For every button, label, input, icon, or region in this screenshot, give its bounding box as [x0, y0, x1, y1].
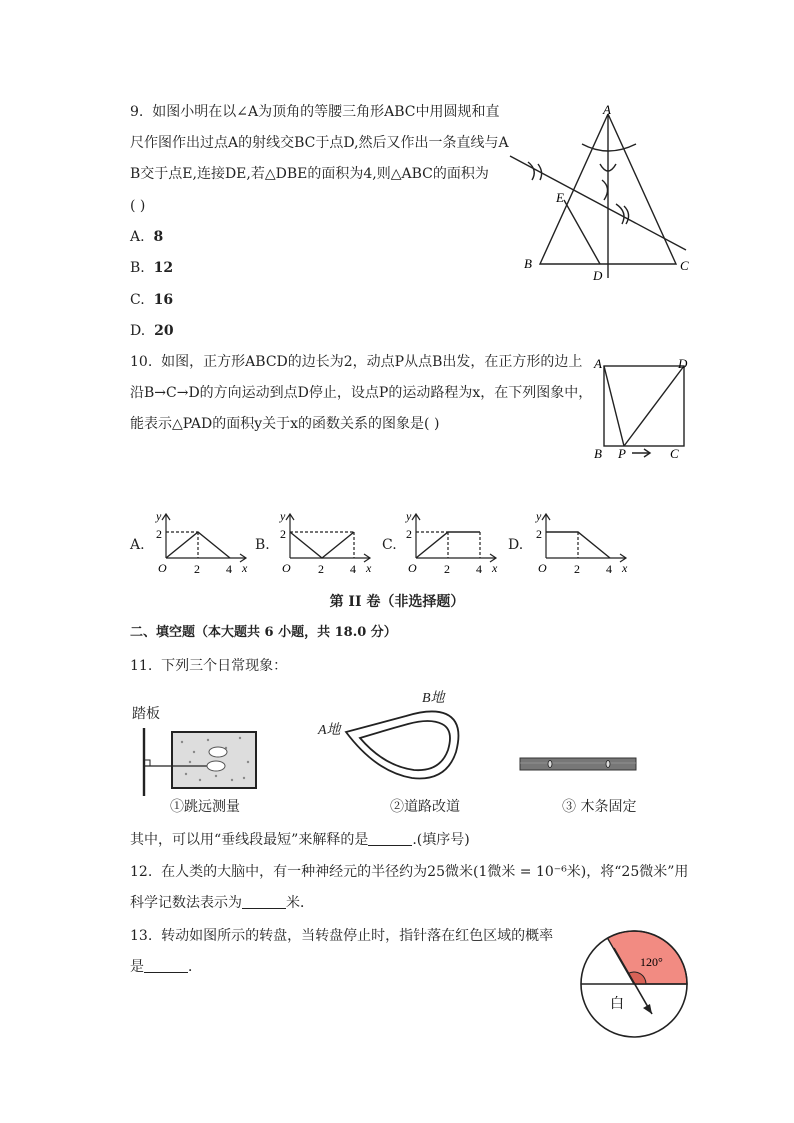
label-d: D [593, 268, 603, 283]
label-d: D [678, 356, 688, 371]
q9-line-2: 尺作图作出过点A的射线交BC于点D,然后又作出一条直线与A [130, 135, 509, 151]
svg-text:y: y [280, 509, 286, 523]
q9-line-4: ( ) [130, 198, 146, 214]
angle-label: 120° [640, 955, 663, 969]
svg-text:y: y [536, 509, 542, 523]
graph-d-label[interactable]: D. [508, 537, 524, 553]
q12-line-2: 科学记数法表示为 米． [130, 895, 314, 911]
graph-b[interactable] [266, 506, 386, 578]
q11-caption-2: ②道路改道 [390, 799, 460, 815]
svg-text:2: 2 [156, 527, 162, 541]
q11-road-figure [336, 702, 472, 786]
q11-pedal-label: 踏板 [132, 706, 160, 722]
q11-stem: 11. 下列三个日常现象： [130, 658, 288, 674]
q10-line-2: 沿B→C→D的方向运动到点D停止，设点P的运动路程为x，在下列图象中， [130, 385, 593, 401]
graph-d[interactable] [522, 506, 642, 578]
q9-option-c[interactable]: C. 16 [130, 292, 174, 308]
svg-text:O: O [408, 561, 417, 575]
label-b: B [594, 446, 602, 461]
svg-text:O: O [282, 561, 291, 575]
square-abcd [604, 366, 684, 446]
graph-a-label[interactable]: A. [130, 537, 145, 553]
line-through-e [510, 156, 686, 250]
svg-text:4: 4 [606, 562, 612, 576]
arc-top [582, 144, 636, 151]
q9-option-b[interactable]: B. 12 [130, 260, 174, 276]
q10-graph-options [128, 506, 648, 578]
white-label: 白 [610, 997, 624, 1012]
svg-text:O: O [538, 561, 547, 575]
svg-text:2: 2 [280, 527, 286, 541]
label-a: A [603, 102, 611, 117]
svg-text:O: O [158, 561, 167, 575]
segment-pa [604, 366, 624, 446]
q10-square-figure [588, 352, 704, 464]
label-p: P [618, 446, 626, 461]
q9-option-d[interactable]: D. 20 [130, 323, 174, 339]
q11-b-label: B地 [422, 691, 445, 706]
svg-text:x: x [622, 561, 628, 575]
q11-answer-blank[interactable] [368, 831, 412, 846]
q13-answer-blank[interactable] [144, 958, 188, 973]
svg-text:y: y [156, 509, 162, 523]
q12-line-1: 12. 在人类的大脑中，有一种神经元的半径约为25微米(1微米 = 10⁻⁶米)，将“25微米”用 [130, 864, 689, 880]
segment-de [564, 200, 600, 264]
svg-text:4: 4 [226, 562, 232, 576]
q13-line-1: 13. 转动如图所示的转盘，当转盘停止时，指针落在红色区域的概率 [130, 928, 554, 944]
section-subtitle: 二、填空题（本大题共 6 小题，共 18.0 分） [130, 625, 397, 640]
label-c: C [670, 446, 679, 461]
svg-text:y: y [406, 509, 412, 523]
graph-b-label[interactable]: B. [255, 537, 270, 553]
q9-line-3: B交于点E,连接DE,若△DBE的面积为4,则△ABC的面积为 [130, 166, 489, 182]
svg-text:2: 2 [406, 527, 412, 541]
arc-right [602, 180, 608, 200]
q9-option-a[interactable]: A. 8 [130, 229, 164, 245]
q11-answer-line: 其中，可以用“垂线段最短”来解释的是 .(填序号) [130, 832, 470, 848]
q11-a-label: A地 [318, 723, 341, 738]
graph-c-label[interactable]: C. [382, 537, 397, 553]
svg-text:2: 2 [574, 562, 580, 576]
svg-text:x: x [492, 561, 498, 575]
label-a: A [594, 356, 602, 371]
section-title: 第 II 卷（非选择题） [329, 594, 465, 610]
label-e: E [556, 190, 564, 205]
q11-caption-1: ①跳远测量 [170, 799, 240, 815]
q12-answer-blank[interactable] [242, 894, 286, 909]
svg-text:x: x [242, 561, 248, 575]
svg-text:2: 2 [318, 562, 324, 576]
q13-spinner-figure[interactable] [576, 928, 692, 1044]
svg-text:2: 2 [444, 562, 450, 576]
graph-a[interactable] [142, 506, 262, 578]
q10-line-3: 能表示△PAD的面积y关于x的函数关系的图象是( ) [130, 416, 440, 432]
svg-text:4: 4 [476, 562, 482, 576]
segment-pd [624, 366, 684, 446]
q13-line-2: 是 ． [130, 959, 202, 975]
svg-text:2: 2 [536, 527, 542, 541]
pointer-head-icon [643, 1004, 652, 1014]
label-b: B [524, 256, 532, 271]
q11-wood-figure [516, 754, 640, 776]
q10-line-1: 10. 如图，正方形ABCD的边长为2，动点P从点B出发，在正方形的边上 [130, 354, 583, 370]
arc-left-1 [528, 162, 534, 180]
svg-text:4: 4 [350, 562, 356, 576]
q9-triangle-figure [500, 100, 710, 290]
svg-text:2: 2 [194, 562, 200, 576]
label-c: C [680, 258, 689, 273]
q11-long-jump-figure [128, 722, 264, 798]
arc-low-2 [624, 206, 629, 224]
svg-text:x: x [366, 561, 372, 575]
q9-line-1: 9. 如图小明在以∠A为顶角的等腰三角形ABC中用圆规和直 [130, 104, 500, 120]
q11-caption-3: ③ 木条固定 [562, 799, 637, 815]
graph-c[interactable] [392, 506, 512, 578]
